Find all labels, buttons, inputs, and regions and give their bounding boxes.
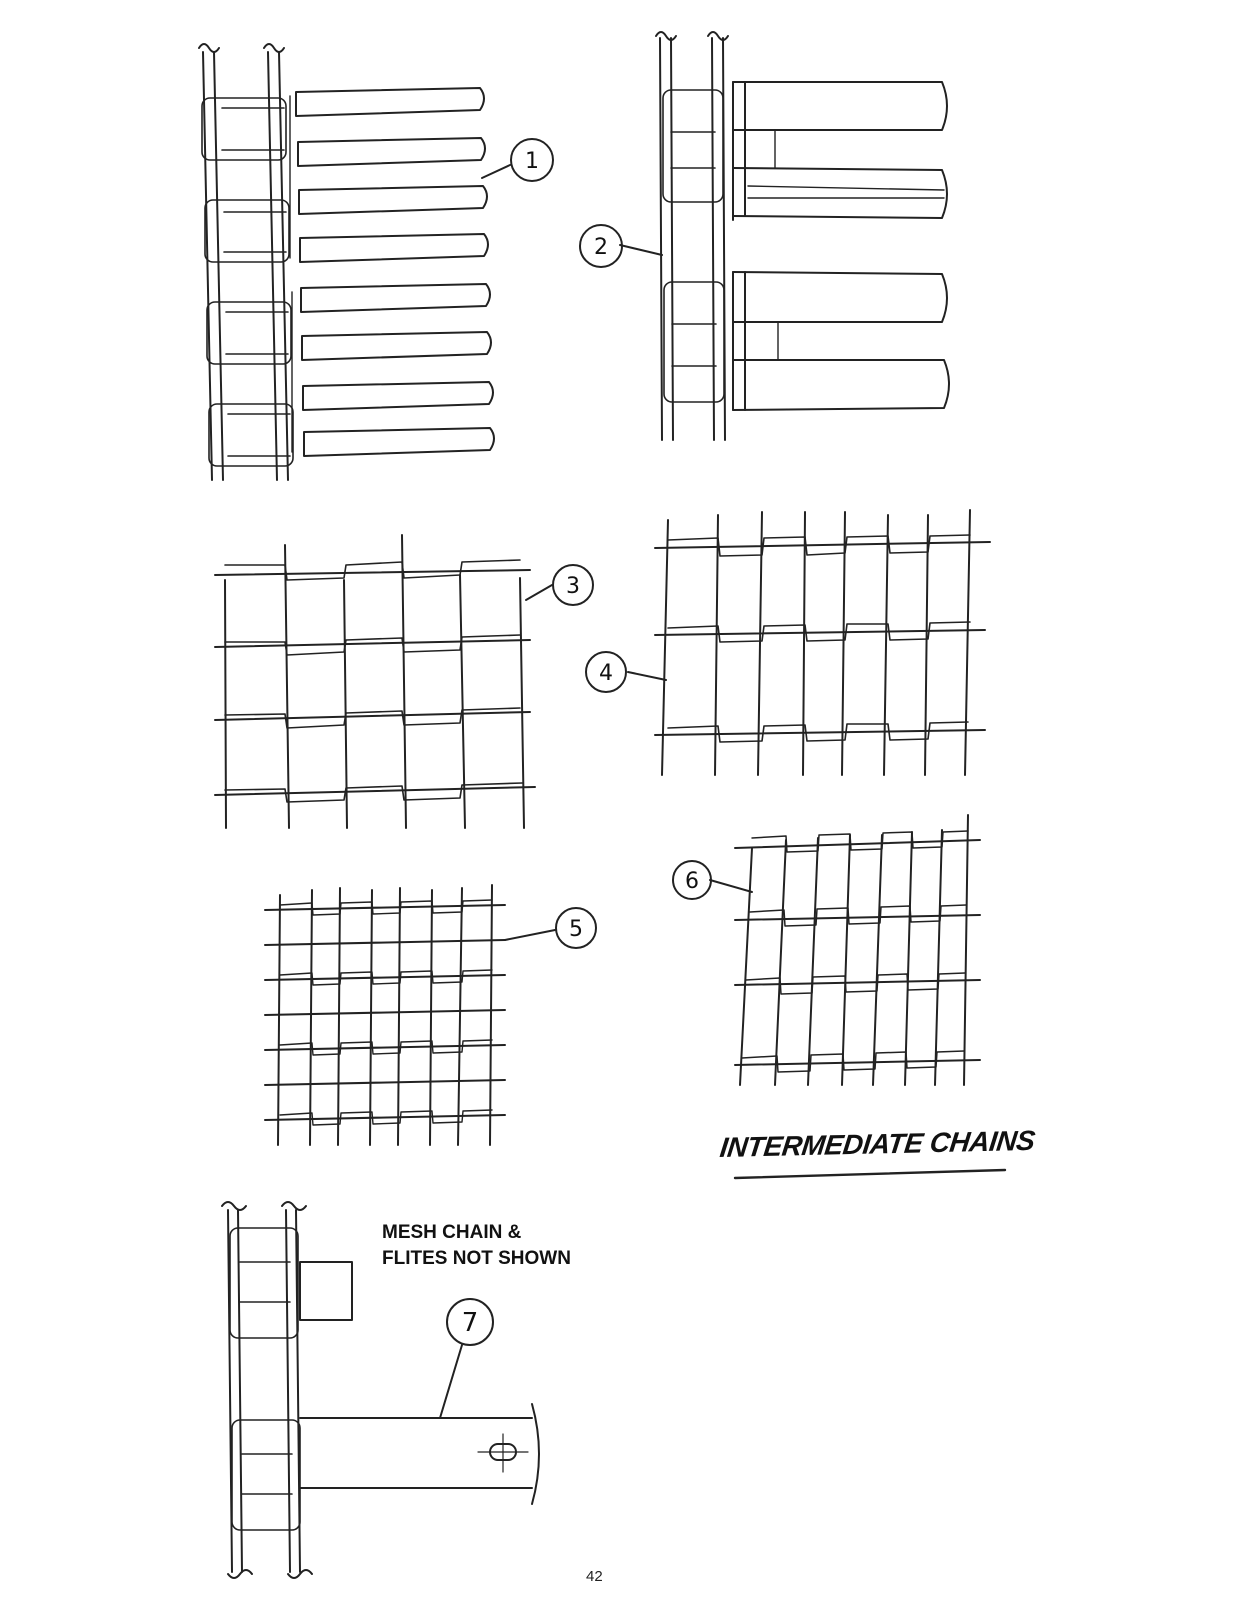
callout-5-label: 5 — [569, 917, 583, 942]
callout-1-label: 1 — [525, 149, 539, 174]
figure-1-rod-flite-chain — [199, 44, 510, 480]
callout-4-label: 4 — [599, 661, 613, 686]
note-line-1: MESH CHAIN & — [382, 1222, 522, 1243]
bolt-slot-icon — [478, 1434, 528, 1472]
rod-flites — [290, 88, 494, 456]
callout-3-label: 3 — [566, 574, 580, 599]
diagram-title: INTERMEDIATE CHAINS — [718, 1124, 1037, 1163]
figure-4-wire-mesh — [628, 510, 990, 775]
note-line-2: FLITES NOT SHOWN — [382, 1248, 571, 1269]
figure-6-wire-mesh — [710, 815, 980, 1085]
figure-3-wire-mesh — [215, 535, 552, 828]
figure-5-fine-mesh — [265, 885, 555, 1145]
page-number: 42 — [586, 1568, 603, 1585]
title-underline — [735, 1170, 1005, 1178]
callout-6-label: 6 — [685, 869, 699, 894]
figure-2-tube-flite-chain — [620, 32, 949, 440]
tube-flites — [733, 82, 949, 410]
callout-2-label: 2 — [594, 235, 608, 260]
callout-7-label: 7 — [461, 1308, 479, 1338]
